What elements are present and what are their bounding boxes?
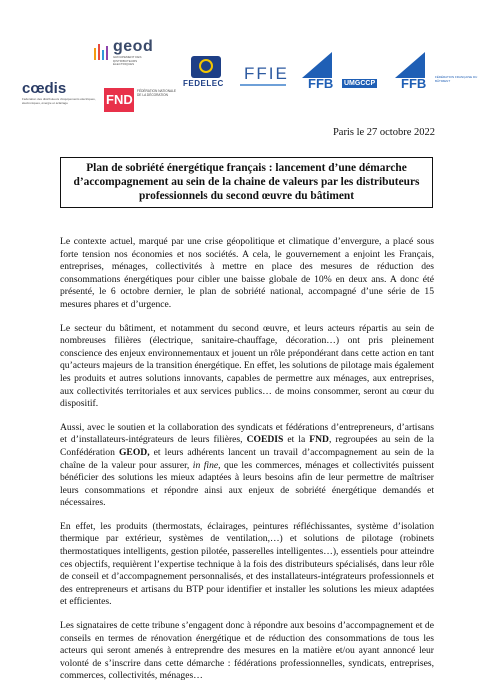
- text-run: et la: [283, 434, 310, 446]
- ffb-logo: [395, 52, 490, 92]
- geod-bars-icon: [93, 40, 111, 62]
- coedis-wordmark: cœdis: [22, 80, 67, 97]
- document-body: [60, 236, 434, 694]
- geod-name: GEOD,: [118, 446, 150, 458]
- ffb-umgccp-wordmark: FFB: [308, 76, 334, 91]
- text-run: , que les commerces, ménages et collectivités puissent bénéficier des solutions les mieux adaptées à leurs besoins afin de leur permettre de maîtriser leurs consommations et répondre ainsi aux enjeux de sobriété énergétique demandés et nécessaires.: [60, 459, 434, 509]
- fnd-logo: [104, 88, 178, 116]
- text-run: , regroupées au sein de la Confédération: [60, 434, 435, 458]
- logo-strip: [0, 0, 495, 120]
- paragraph-initiative: [60, 422, 434, 510]
- ffb-subtitle: FÉDÉRATION FRANÇAISE DU BÂTIMENT: [435, 75, 478, 83]
- fnd-subtitle: FÉDÉRATION NATIONALE DE LA DÉCORATION: [137, 89, 177, 97]
- paragraph-context: Le contexte actuel, marqué par une crise géopolitique et climatique d’envergure, a placé sous forte tension nos économies et nos sociétés. A cela, le gouvernement a enjoint les Français, entreprises, ménages, collectivités à mettre en place des mesures de réduction des consommations énergétiques pour cibler une baisse globale de 10% en deux ans. A donc été présenté, le 6 octobre dernier, le plan de sobriété national, accompagné d’une série de 15 mesures phares et d’urgence.: [60, 236, 434, 310]
- coedis-subtitle: Fédération des distributeurs d'équipements électriques, électroniques, énergie et éclairage: [22, 97, 96, 105]
- paragraph-products: En effet, les produits (thermostats, éclairages, peintures réfléchissantes, système d’isolation thermique par extérieur, systèmes de ventilation,…) et solutions de pilotage (robinets thermostatiques intelligents, gestion pilotée, passerelles intelligentes…), essentiels pour atteindre ces objectifs, requièrent l’expertise technique à la fois des distributeurs spécialisés, dans leur rôle de conseil et d’accompagnement personnalisés, et des installateurs-intégrateurs professionnels et des entrepreneurs et artisans du BTP pour identifier et installer les solutions les mieux adaptées et efficientes.: [60, 520, 434, 608]
- geod-logo: [93, 38, 153, 66]
- coedis-logo: [22, 80, 102, 110]
- fnd-wordmark: FND: [106, 92, 133, 107]
- text-run: Aussi, avec le soutien et la collaboration des syndicats et fédérations d’entrepreneurs, d’artisans et d’installateurs-intégrateurs de leurs filières,: [60, 421, 434, 446]
- fedelec-wordmark: FEDELEC: [183, 79, 224, 88]
- ffie-logo: [240, 58, 290, 88]
- fedelec-emblem-icon: [191, 56, 221, 78]
- ffb-umgccp-logo: [302, 52, 384, 92]
- paragraph-commitment: Les signataires de cette tribune s’engagent donc à répondre aux besoins d’accompagnement et de conseils en termes de rénovation énergétique et de réduction des consommations de tous les acteurs qui seront amenés à entreprendre des mesures en la matière et/ou ayant annoncé leur volonté de s’inscrire dans cette démarche : fédérations professionnelles, syndicats, entreprises, commerces, collectivités, ménages…: [60, 620, 434, 682]
- fnd-badge: [104, 88, 134, 112]
- text-run: et leurs adhérents lancent un travail d’accompagnement au sein de la chaîne de la valeur pour assurer,: [60, 446, 434, 471]
- ffb-roof-icon: [395, 52, 425, 78]
- ffie-underline: [240, 84, 286, 86]
- paragraph-sector: Le secteur du bâtiment, et notamment du second œuvre, et leurs acteurs répartis au sein de nombreuses filières (électrique, sanitaire-chauffage, décoration…) ont pris pleinement conscience des enjeux environnementaux et jouent un rôle prépondérant dans cette action en tant qu’acteurs majeurs de la transition énergétique. En effet, les solutions de pilotage mais également les produits et autres solutions innovants, capables de permettre aux ménages, aux entreprises, aux collectivités territoriales et aux services publics… de moins consommer, seront au cœur du dispositif.: [60, 322, 434, 410]
- document-title: Plan de sobriété énergétique français : lancement d’une démarche d’accompagnement au sein de la chaine de valeurs par les distributeurs professionnels du second œuvre du bâtiment: [60, 157, 433, 208]
- coedis-name: COEDIS: [246, 434, 284, 446]
- umgccp-tag: UMGCCP: [344, 80, 376, 87]
- geod-wordmark: geod: [113, 38, 154, 55]
- in-fine-emphasis: in fine: [192, 459, 219, 471]
- geod-subtitle: GROUPEMENT DES DISTRIBUTEURS ÉLECTRIQUES: [113, 55, 142, 66]
- fnd-name: FND: [309, 434, 329, 446]
- ffb-wordmark: FFB: [401, 76, 427, 91]
- fedelec-logo: [183, 56, 231, 90]
- ffie-wordmark: FFIE: [244, 64, 289, 83]
- ffb-roof-icon: [302, 52, 332, 78]
- document-date: Paris le 27 octobre 2022: [332, 127, 435, 138]
